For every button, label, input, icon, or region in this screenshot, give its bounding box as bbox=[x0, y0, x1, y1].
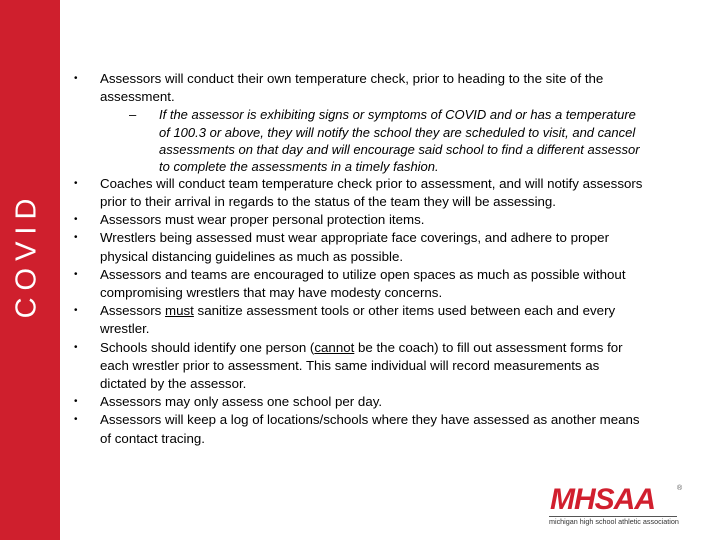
text-segment: Assessors bbox=[100, 303, 166, 319]
bullet-icon: • bbox=[74, 341, 78, 353]
registered-mark: ® bbox=[677, 485, 683, 492]
text-segment: sanitize assessment tools or other items used between each and every wrestler. bbox=[100, 303, 616, 337]
list-item-text bbox=[100, 303, 615, 336]
list-item bbox=[74, 175, 644, 211]
dash-icon: – bbox=[129, 107, 137, 123]
emphasis-text: cannot bbox=[314, 339, 355, 355]
covid-sidebar bbox=[0, 0, 60, 540]
list-item-text: Coaches will conduct team temperature check prior to assessment, and will notify assessors prior to their arrival in regards to the status of the team they will be assessing. bbox=[100, 175, 643, 209]
list-item bbox=[74, 339, 644, 394]
list-item bbox=[74, 211, 644, 229]
list-item bbox=[74, 70, 644, 106]
list-item-text: Assessors will keep a log of locations/schools where they have assessed as another means of contact tracing. bbox=[100, 412, 640, 446]
sub-list-item bbox=[129, 106, 644, 174]
logo-wordmark: MHSAA bbox=[550, 483, 655, 516]
sidebar-label: COVID bbox=[10, 191, 43, 319]
list-item-text: Assessors must wear proper personal protection items. bbox=[100, 212, 425, 228]
bullet-icon: • bbox=[74, 232, 78, 244]
bullet-list bbox=[74, 70, 644, 448]
bullet-icon: • bbox=[74, 177, 78, 189]
sub-list-item-text: If the assessor is exhibiting signs or symptoms of COVID and or has a temperature of 100.3 or above, they will notify the school they are scheduled to visit, and cancel assessments on that day and will encourage said school to find a different assessor to complete the assessments in a timely fashion. bbox=[159, 107, 640, 174]
list-item-text bbox=[100, 340, 623, 391]
list-item bbox=[74, 266, 644, 302]
list-item bbox=[74, 229, 644, 265]
mhsaa-logo bbox=[545, 483, 695, 529]
text-segment: Schools should identify one person ( bbox=[100, 339, 315, 355]
bullet-icon: • bbox=[74, 396, 78, 408]
logo-tagline: michigan high school athletic association bbox=[549, 517, 679, 526]
text-segment: be the coach) to fill out assessment forms for each wrestler prior to assessment. This same individual will record measurements as dictated by the assessor. bbox=[100, 339, 623, 392]
list-item bbox=[74, 302, 644, 338]
list-item-text: Assessors may only assess one school per day. bbox=[100, 394, 383, 410]
emphasis-text: must bbox=[165, 303, 194, 319]
bullet-icon: • bbox=[74, 305, 78, 317]
bullet-icon: • bbox=[74, 268, 78, 280]
list-item-text: Assessors and teams are encouraged to utilize open spaces as much as possible without compromising wrestlers that may have modesty concerns. bbox=[100, 266, 626, 300]
list-item-text: Assessors will conduct their own temperature check, prior to heading to the site of the assessment. bbox=[100, 71, 604, 105]
bullet-icon: • bbox=[74, 414, 78, 426]
bullet-icon: • bbox=[74, 73, 78, 84]
list-item bbox=[74, 411, 644, 447]
list-item bbox=[74, 393, 644, 411]
list-item-text: Wrestlers being assessed must wear appropriate face coverings, and adhere to proper physical distancing guidelines as much as possible. bbox=[100, 230, 610, 264]
bullet-icon: • bbox=[74, 214, 78, 226]
